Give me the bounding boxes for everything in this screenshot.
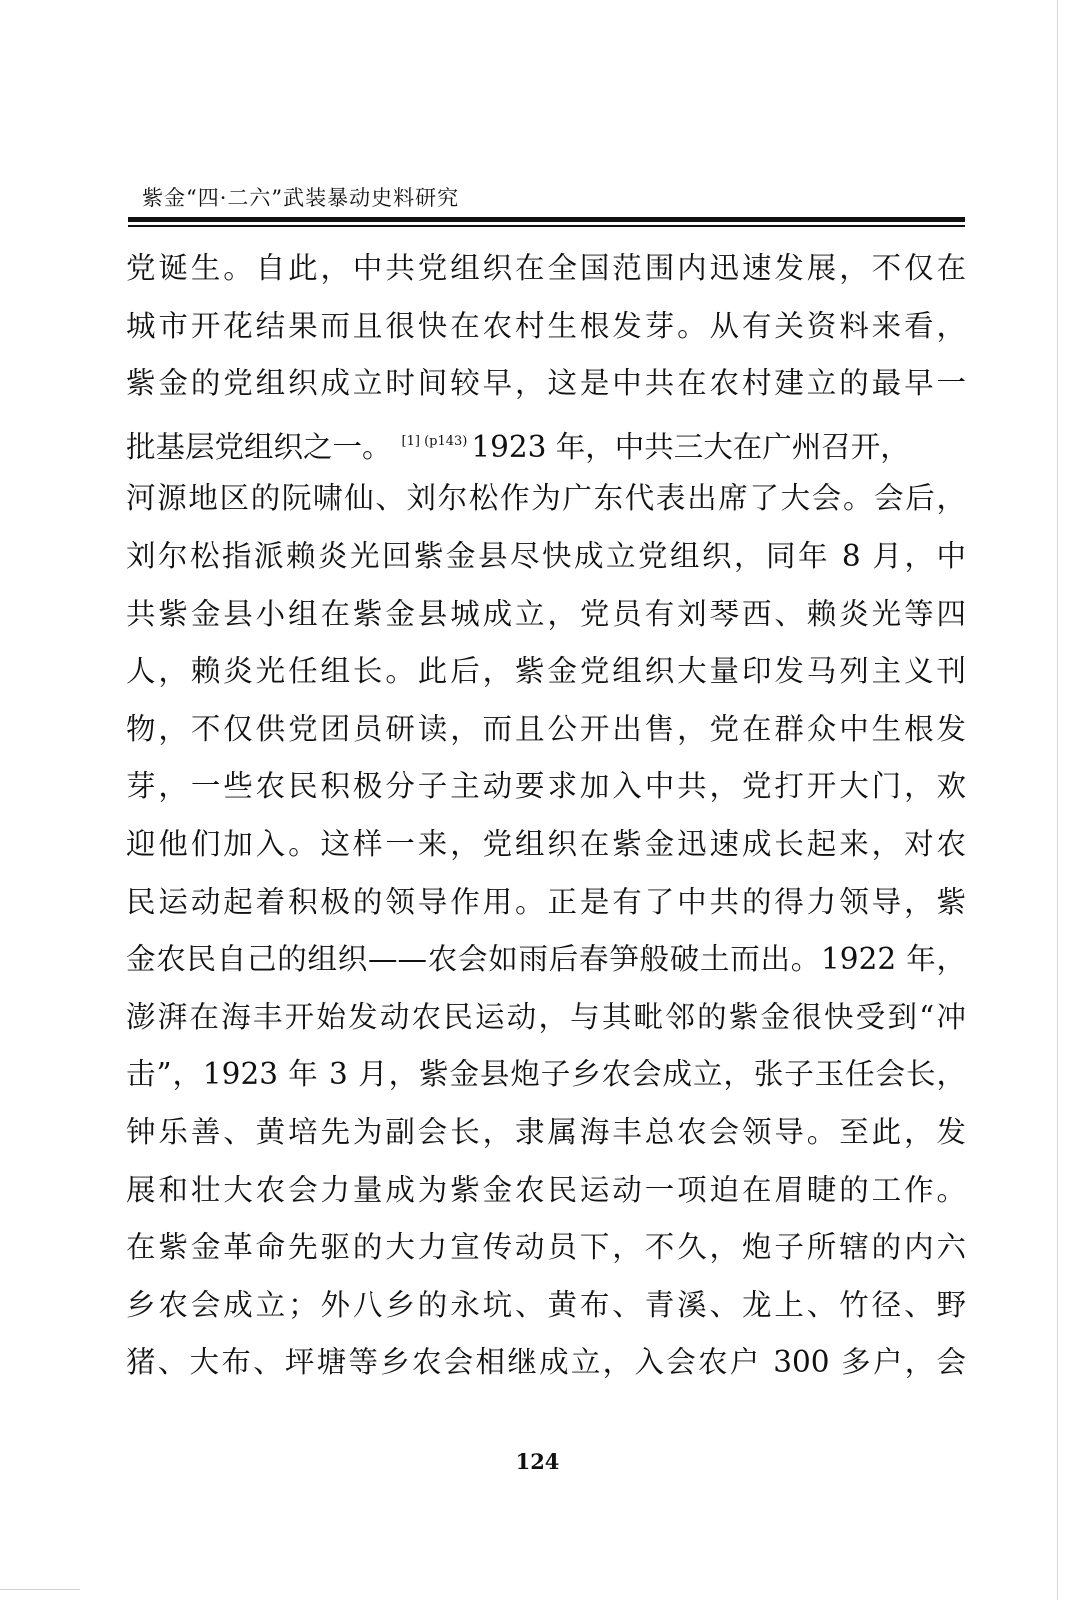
- text-segment: 1923 年，中共三大在广州召开，: [471, 429, 910, 464]
- text-line: 展和壮大农会力量成为紫金农民运动一项迫在眉睫的工作。: [126, 1172, 966, 1207]
- body-text: [126, 240, 966, 1392]
- text-line: 紫金的党组织成立时间较早，这是中共在农村建立的最早一: [126, 366, 966, 401]
- text-line: 人，赖炎光任组长。此后，紫金党组织大量印发马列主义刊: [126, 654, 966, 689]
- text-line: 河源地区的阮啸仙、刘尔松作为广东代表出席了大会。会后，: [126, 481, 966, 516]
- text-line: 芽，一些农民积极分子主动要求加入中共，党打开大门，欢: [126, 769, 966, 804]
- text-line: 民运动起着积极的领导作用。正是有了中共的得力领导，紫: [126, 884, 966, 919]
- citation-marker: [1] (p143): [401, 433, 468, 449]
- text-line-with-citation: [126, 413, 966, 471]
- text-segment: 批基层党组织之一。: [126, 429, 392, 464]
- text-line: 迎他们加入。这样一来，党组织在紫金迅速成长起来，对农: [126, 826, 966, 861]
- scan-edge-line: [0, 1589, 80, 1590]
- running-header-title: 紫金“四·二六”武装暴动史料研究: [142, 186, 460, 210]
- text-line: 钟乐善、黄培先为副会长，隶属海丰总农会领导。至此，发: [126, 1114, 966, 1149]
- scan-edge-line: [1057, 0, 1058, 1600]
- text-line: 澎湃在海丰开始发动农民运动，与其毗邻的紫金很快受到“冲: [126, 999, 966, 1034]
- text-line: 在紫金革命先驱的大力宣传动员下，不久，炮子所辖的内六: [126, 1230, 966, 1265]
- text-line: 党诞生。自此，中共党组织在全国范围内迅速发展，不仅在: [126, 251, 966, 285]
- header-rule-thick: [128, 217, 965, 222]
- text-line: 乡农会成立；外八乡的永坑、黄布、青溪、龙上、竹径、野: [126, 1287, 966, 1322]
- header-rule-thin: [128, 225, 965, 227]
- text-line: 物，不仅供党团员研读，而且公开出售，党在群众中生根发: [126, 711, 966, 746]
- page-number: 124: [515, 1449, 560, 1474]
- text-line: 城市开花结果而且很快在农村生根发芽。从有关资料来看，: [126, 308, 966, 343]
- text-line: 猪、大布、坪塘等乡农会相继成立，入会农户 300 多户，会: [126, 1345, 966, 1380]
- text-line: 共紫金县小组在紫金县城成立，党员有刘琴西、赖炎光等四: [126, 596, 966, 631]
- text-line: 金农民自己的组织——农会如雨后春笋般破土而出。1922 年，: [126, 942, 966, 977]
- text-line: 击”，1923 年 3 月，紫金县炮子乡农会成立，张子玉任会长，: [126, 1057, 966, 1092]
- text-line: 刘尔松指派赖炎光回紫金县尽快成立党组织，同年 8 月，中: [126, 538, 966, 573]
